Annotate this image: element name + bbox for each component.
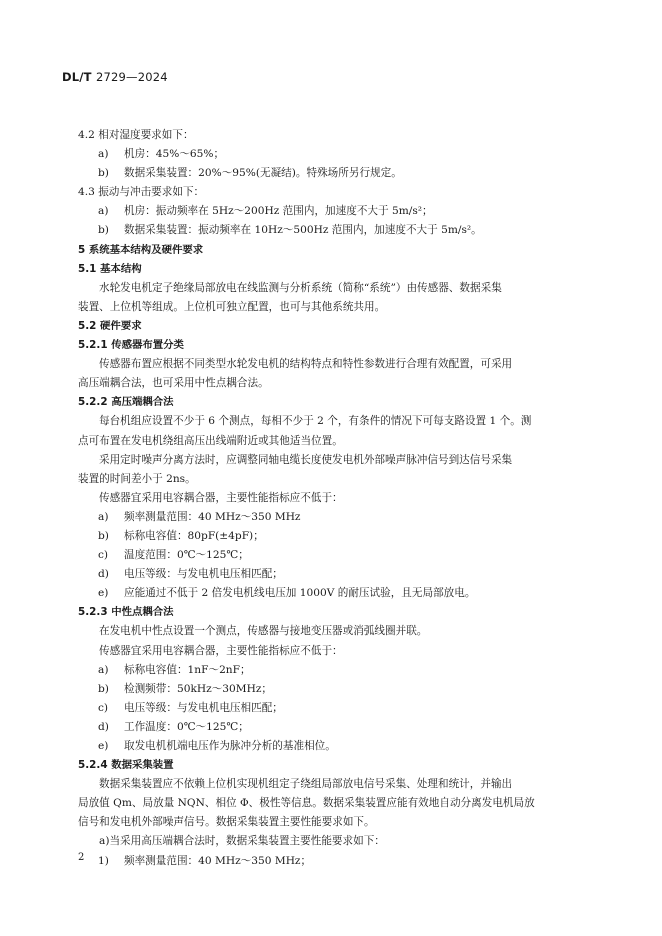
paragraph-line: 信号和发电机外部噪声信号。数据采集装置主要性能要求如下。: [78, 816, 375, 829]
section-number: 5.2: [78, 319, 97, 332]
list-marker: a): [98, 663, 109, 676]
list-item: [78, 508, 608, 527]
list-item: [78, 565, 608, 584]
paragraph-line: 传感器宜采用电容耦合器，主要性能指标应不低于：: [99, 644, 343, 657]
list-item-text: 数据采集装置：20%～95%(无凝结)。特殊场所另行规定。: [124, 167, 402, 180]
list-marker: b): [98, 224, 109, 237]
list-marker: a): [98, 148, 109, 161]
section-title: 基本结构: [100, 262, 142, 275]
list-item-text: 频率测量范围：40 MHz～350 MHz；: [124, 854, 312, 867]
section-heading: [78, 241, 608, 260]
list-marker: a): [98, 205, 109, 218]
standard-code: DL/T: [62, 70, 92, 84]
list-marker: d): [98, 720, 109, 733]
section-number: 5.2.4: [78, 759, 108, 772]
list-marker: b): [98, 682, 109, 695]
list-marker: c): [98, 701, 109, 714]
section-title: 系统基本结构及硬件要求: [88, 243, 204, 256]
list-marker: a): [99, 835, 110, 848]
section-heading: [78, 317, 608, 336]
list-item: [78, 202, 608, 221]
list-item-text: 工作温度：0℃～125℃；: [124, 720, 249, 733]
section-heading: [78, 260, 608, 279]
list-item-text: 机房：45%～65%；: [124, 148, 225, 161]
list-item-text: 应能通过不低于 2 倍发电机线电压加 1000V 的耐压试验，且无局部放电。: [124, 587, 476, 600]
section-number: 5.2.2: [78, 396, 108, 409]
list-item-text: 电压等级：与发电机电压相匹配；: [124, 701, 283, 714]
clause-line: 4.2 相对湿度要求如下：: [78, 129, 194, 141]
section-number: 5.2.3: [78, 606, 108, 619]
list-item-text: 温度范围：0℃～125℃；: [124, 549, 249, 562]
clause-line: 4.3 振动与冲击要求如下：: [78, 186, 205, 199]
list-marker: a): [98, 510, 109, 523]
list-marker: 1): [98, 854, 109, 867]
list-marker: d): [98, 568, 109, 581]
list-item-text: 机房：振动频率在 5Hz～200Hz 范围内，加速度不大于 5m/s²；: [124, 205, 433, 218]
list-item: [78, 852, 608, 871]
paragraph-line: 传感器布置应根据不同类型水轮发电机的结构特点和特性参数进行合理有效配置，可采用: [99, 358, 513, 371]
paragraph-line: 装置、上位机等组成。上位机可独立配置，也可与其他系统共用。: [78, 300, 386, 313]
list-item-text: 取发电机机端电压作为脉冲分析的基准相位。: [124, 740, 336, 752]
list-item: [78, 164, 608, 183]
paragraph-line: 局放值 Qm、局放量 NQN、相位 Φ、极性等信息。数据采集装置应能有效地自动分离发电机局放: [78, 797, 535, 810]
list-item: [78, 584, 608, 603]
section-heading: [78, 393, 608, 412]
section-title: 中性点耦合法: [111, 606, 174, 619]
list-marker: b): [98, 529, 109, 542]
section-number: 5: [78, 243, 86, 256]
list-marker: e): [98, 740, 109, 752]
document-body: [78, 126, 608, 871]
list-item: [78, 737, 608, 756]
list-item: [78, 546, 608, 565]
paragraph-line: 在发电机中性点设置一个测点，传感器与接地变压器或消弧线圈并联。: [99, 625, 428, 638]
standard-number: 2729—2024: [95, 70, 168, 84]
paragraph-line: 数据采集装置应不依赖上位机实现机组定子绕组局部放电信号采集、处理和统计，并输出: [99, 778, 513, 791]
section-heading: [78, 756, 608, 775]
list-item-text: 电压等级：与发电机电压相匹配；: [124, 568, 283, 581]
paragraph-line: 点可布置在发电机绕组高压出线端附近或其他适当位置。: [78, 434, 343, 447]
section-title: 数据采集装置: [111, 759, 174, 772]
section-number: 5.1: [78, 262, 97, 275]
paragraph-line: 装置的时间差小于 2ns。: [78, 472, 196, 485]
list-item-text: 检测频带：50kHz～30MHz；: [124, 682, 273, 695]
section-title: 硬件要求: [100, 319, 142, 332]
section-title: 高压端耦合法: [111, 396, 174, 409]
paragraph-line: 传感器宜采用电容耦合器，主要性能指标应不低于：: [99, 491, 343, 504]
list-item-text: 标称电容值：1nF～2nF；: [124, 663, 251, 676]
paragraph-line: 采用定时噪声分离方法时，应调整同轴电缆长度使发电机外部噪声脉冲信号到达信号采集: [99, 453, 513, 466]
paragraph-line: 每台机组应设置不少于 6 个测点，每相不少于 2 个，有条件的情况下可每支路设置 1 个。测: [99, 415, 532, 428]
section-heading: [78, 603, 608, 622]
list-item: [78, 661, 608, 680]
page-number: 2: [78, 852, 85, 863]
list-item-text: 标称电容值：80pF(±4pF)；: [124, 529, 264, 542]
section-heading: [78, 336, 608, 355]
section-title: 传感器布置分类: [111, 339, 184, 352]
list-item-text: 当采用高压端耦合法时，数据采集装置主要性能要求如下：: [109, 835, 385, 848]
paragraph-line: 水轮发电机定子绝缘局部放电在线监测与分析系统（简称“系统”）由传感器、数据采集: [99, 281, 502, 294]
list-item: [78, 527, 608, 546]
list-item: [78, 832, 608, 851]
section-number: 5.2.1: [78, 339, 108, 352]
list-item: [78, 699, 608, 718]
list-item-text: 数据采集装置：振动频率在 10Hz～500Hz 范围内，加速度不大于 5m/s²。: [124, 224, 482, 237]
list-item: [78, 145, 608, 164]
paragraph-line: 高压端耦合法，也可采用中性点耦合法。: [78, 377, 269, 390]
list-item-text: 频率测量范围：40 MHz～350 MHz: [124, 510, 301, 523]
list-marker: c): [98, 549, 109, 562]
standard-header: [62, 70, 168, 84]
list-marker: e): [98, 587, 109, 600]
list-item: [78, 718, 608, 737]
list-item: [78, 680, 608, 699]
list-marker: b): [98, 167, 109, 180]
list-item: [78, 221, 608, 240]
